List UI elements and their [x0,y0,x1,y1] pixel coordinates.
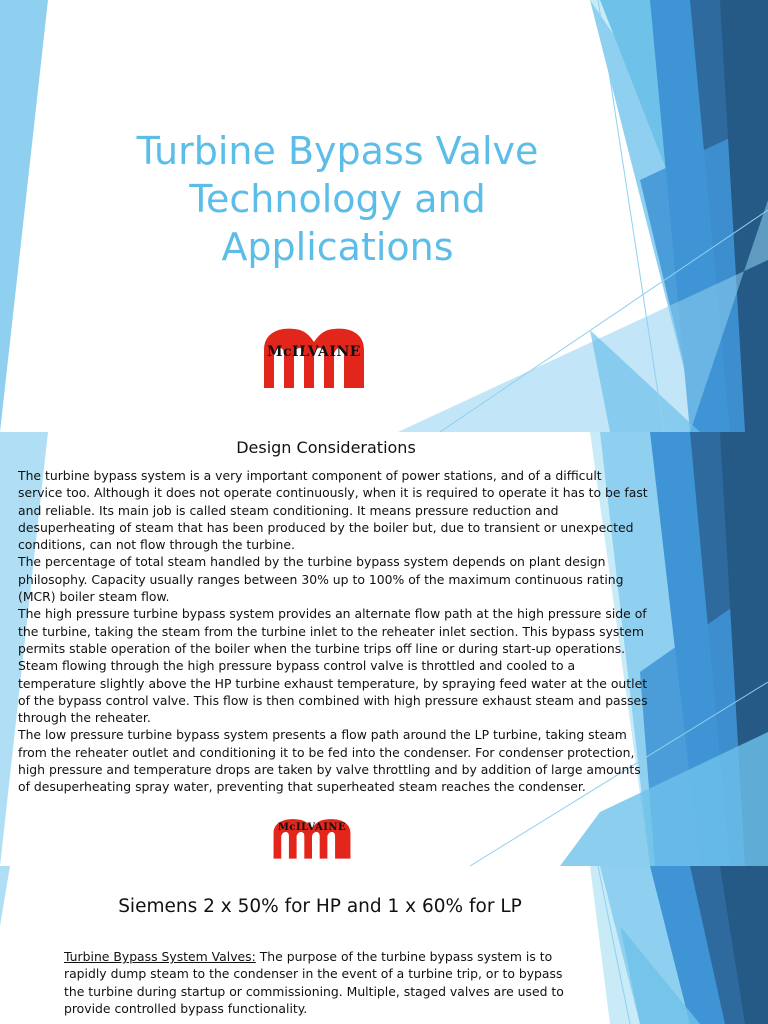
mcilvaine-logo [272,816,352,860]
body-paragraph: The percentage of total steam handled by the turbine bypass system depends on plant design philosophy. Capacity usually ranges between 30% up to 100% of the maximum continuous rating (MCR) boiler steam flow. [18,554,624,605]
slide-design-considerations [0,432,768,866]
siemens-heading: Siemens 2 x 50% for HP and 1 x 60% for LP [118,896,522,917]
bypass-valves-label: Turbine Bypass System Valves: [64,949,256,964]
body-paragraph: The high pressure turbine bypass system provides an alternate flow path at the high pressure side of the turbine, taking the steam from the turbine inlet to the reheater inlet section. This bypass system permits stable operation of the boiler when the turbine trips off line or during start-up operations. Steam flowing through the high pressure bypass control valve is throttled and cooled to a temperature slightly above the HP turbine exhaust temperature, by spraying feed water at the outlet of the bypass control valve. This flow is then combined with high pressure exhaust steam and passes through the reheater. [18,606,648,726]
logo-text: McILVAINE [277,822,347,833]
slide-siemens-valves [0,866,768,1024]
mcilvaine-logo [262,324,366,390]
title-line: Applications [221,225,454,270]
body-paragraph: The turbine bypass system is a very important component of power stations, and of a difficult service too. Although it does not operate continuously, when it is required to operate it has to be fast and reliable. Its main job is called steam conditioning. It means pressure reduction and desuperheating of steam that has been produced by the boiler but, due to transient or unexpected conditions, can not flow through the turbine. [18,468,648,553]
presentation-title [80,127,595,271]
title-line: Turbine Bypass Valve [136,129,539,174]
slide-title [0,0,768,432]
design-considerations-heading: Design Considerations [236,438,416,457]
design-considerations-body [18,467,648,796]
body-paragraph: The low pressure turbine bypass system presents a flow path around the LP turbine, taking steam from the reheater outlet and conditioning it to be fed into the condenser. For condenser protection, high pressure and temperature drops are taken by valve throttling and by addition of large amounts of desuperheating spray water, preventing that superheated steam reaches the condenser. [18,727,641,795]
bypass-valves-body [64,948,564,1017]
bypass-valves-text: The purpose of the turbine bypass system is to rapidly dump steam to the condenser in the event of a turbine trip, or to bypass the turbine during startup or commissioning. Multiple, staged valves are used to provide controlled bypass functionality. [64,949,564,1016]
title-line: Technology and [189,177,486,222]
body-paragraph [64,948,564,1017]
logo-text: McILVAINE [267,344,361,360]
